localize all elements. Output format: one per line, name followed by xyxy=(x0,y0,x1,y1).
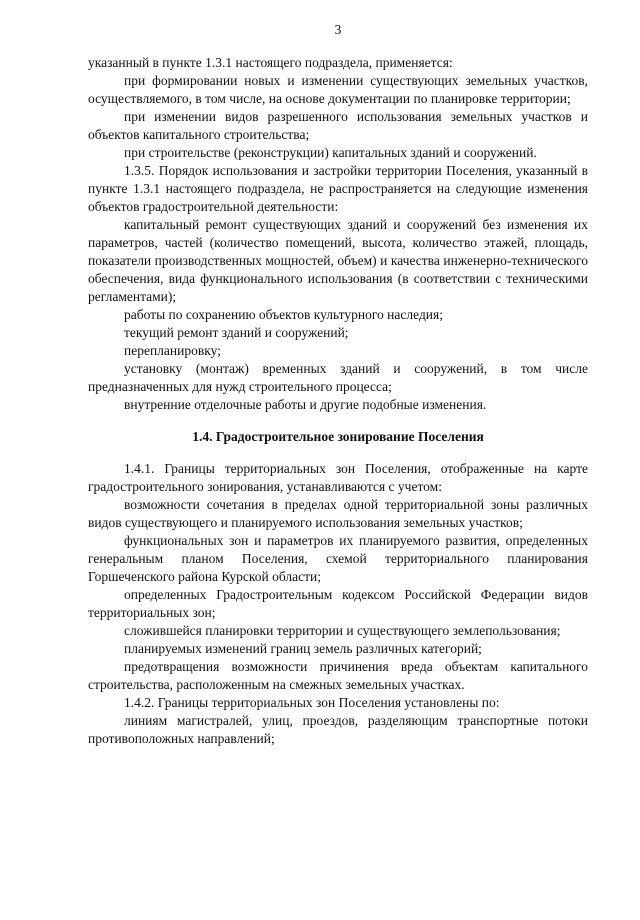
paragraph: при формировании новых и изменении существующих земельных участков, осуществляемого, в том числе, на основе документации по планировке территории; xyxy=(88,73,588,106)
paragraph: 1.4.2. Границы территориальных зон Поселения установлены по: xyxy=(124,695,500,710)
section-heading: 1.4. Градостроительное зонирование Поселения xyxy=(192,429,484,444)
paragraph: 1.3.5. Порядок использования и застройки территории Поселения, указанный в пункте 1.3.1 настоящего подраздела, не распространяется на следующие изменения объектов градостроительной деятельности: xyxy=(88,163,588,214)
paragraph: капитальный ремонт существующих зданий и сооружений без изменения их параметров, частей (количество помещений, высота, количество этажей, площадь, показатели производственных мощностей, объем) и качества инженерно-технического обеспечения, вида функционального использования (в соответствии с техническими регламентами); xyxy=(88,217,588,304)
paragraph: работы по сохранению объектов культурного наследия; xyxy=(124,307,443,322)
paragraph: при строительстве (реконструкции) капитальных зданий и сооружений. xyxy=(124,145,537,160)
paragraph: предотвращения возможности причинения вреда объектам капитального строительства, расположенным на смежных земельных участках. xyxy=(88,659,588,692)
paragraph: планируемых изменений границ земель различных категорий; xyxy=(124,641,482,656)
document-page xyxy=(88,0,588,920)
paragraph: 1.4.1. Границы территориальных зон Поселения, отображенные на карте градостроительного зонирования, устанавливаются с учетом: xyxy=(88,461,588,494)
page-number: 3 xyxy=(334,22,342,37)
paragraph: перепланировку; xyxy=(124,343,221,358)
paragraph: внутренние отделочные работы и другие подобные изменения. xyxy=(124,397,487,412)
paragraph: функциональных зон и параметров их планируемого развития, определенных генеральным планом Поселения, схемой территориального планирования Горшеченского района Курской области; xyxy=(88,533,588,584)
paragraph: при изменении видов разрешенного использования земельных участков и объектов капитального строительства; xyxy=(88,109,588,142)
paragraph: сложившейся планировки территории и существующего землепользования; xyxy=(124,623,561,638)
paragraph: текущий ремонт зданий и сооружений; xyxy=(124,325,349,340)
document-body xyxy=(88,54,588,748)
paragraph: определенных Градостроительным кодексом Российской Федерации видов территориальных зон; xyxy=(88,587,588,620)
paragraph: линиям магистралей, улиц, проездов, разделяющим транспортные потоки противоположных направлений; xyxy=(88,713,588,746)
paragraph: установку (монтаж) временных зданий и сооружений, в том числе предназначенных для нужд строительного процесса; xyxy=(88,361,588,394)
paragraph: возможности сочетания в пределах одной территориальной зоны различных видов существующего и планируемого использования земельных участков; xyxy=(88,497,588,530)
paragraph: указанный в пункте 1.3.1 настоящего подраздела, применяется: xyxy=(88,55,453,70)
